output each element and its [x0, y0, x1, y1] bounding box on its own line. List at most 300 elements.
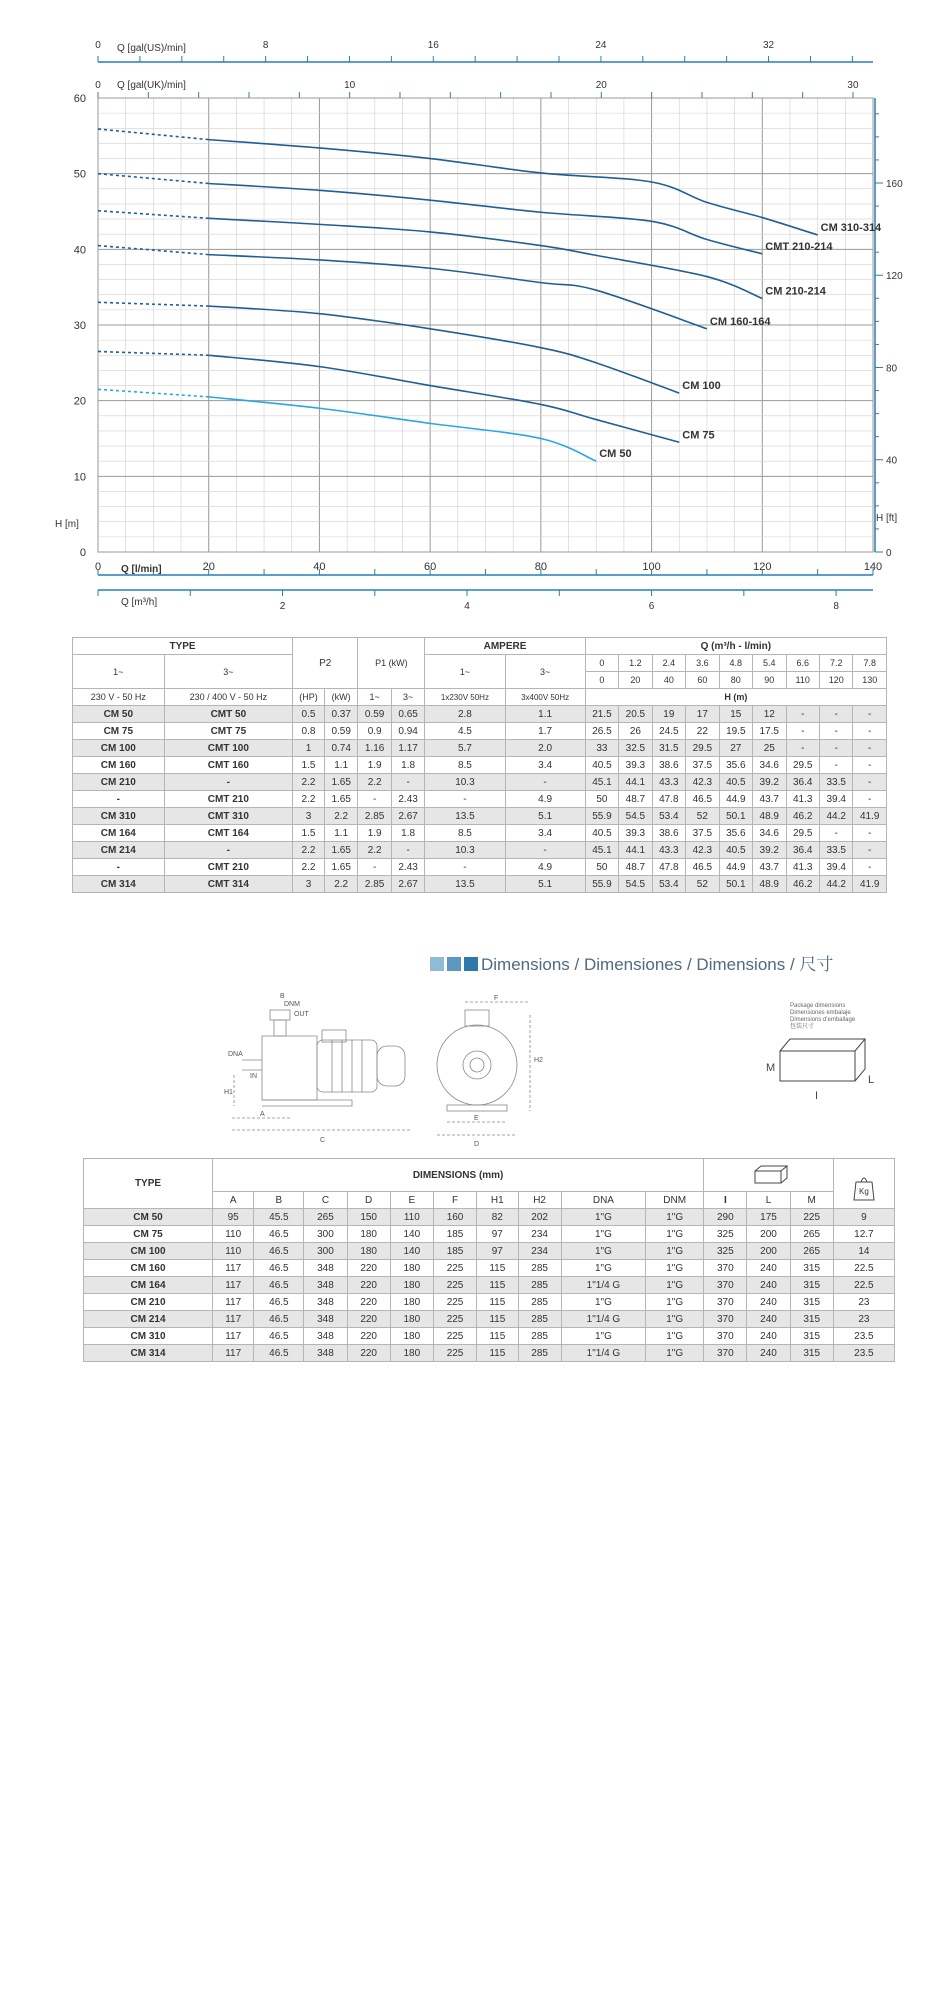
type-cell: CMT 160	[164, 757, 292, 774]
table-cell: 12	[753, 706, 786, 723]
table-cell: 225	[433, 1328, 476, 1345]
performance-table	[72, 637, 887, 893]
table-cell: 29.5	[686, 740, 719, 757]
table-cell: 50.1	[719, 876, 752, 893]
pkg-column-header: I	[704, 1192, 747, 1209]
q-lmin-cell: 0	[585, 672, 618, 689]
amp3-header: 3~	[505, 655, 585, 689]
table-cell: 285	[518, 1328, 561, 1345]
table-cell: 22	[686, 723, 719, 740]
table-cell: 300	[304, 1226, 347, 1243]
table-cell: 370	[704, 1260, 747, 1277]
p1-3-header: 3~	[391, 689, 424, 706]
table-cell: -	[391, 842, 424, 859]
table-cell: 1"G	[646, 1328, 704, 1345]
table-cell: 1"G	[646, 1294, 704, 1311]
p1-1-header: 1~	[358, 689, 391, 706]
x-tick-label: 140	[863, 561, 883, 573]
table-cell: 2.2	[358, 774, 391, 791]
table-cell: 41.9	[853, 876, 887, 893]
table-cell: 0.65	[391, 706, 424, 723]
table-cell: -	[786, 740, 819, 757]
dimensions-table	[83, 1158, 895, 1362]
table-cell: 29.5	[786, 825, 819, 842]
table-row	[73, 723, 887, 740]
table-cell: 4.9	[505, 859, 585, 876]
label-f: F	[494, 995, 499, 1002]
table-cell: 1.1	[324, 825, 357, 842]
y-tick-label: 20	[73, 395, 86, 408]
table-cell: 220	[347, 1260, 390, 1277]
label-h2: H2	[534, 1057, 543, 1064]
table-cell: 38.6	[652, 757, 685, 774]
x-axis-label: Q [l/min]	[121, 564, 162, 575]
table-cell: 46.2	[786, 808, 819, 825]
package-label-es: Dimensiones embalaje	[790, 1010, 851, 1016]
q-m3h-cell: 3.6	[686, 655, 719, 672]
table-cell: 265	[790, 1243, 833, 1260]
y-right-tick-label: 0	[886, 548, 892, 559]
type-cell: CM 100	[73, 740, 165, 757]
table-cell: 2.2	[293, 842, 325, 859]
package-label-en: Package dimensions	[790, 1003, 846, 1009]
table-cell: 46.5	[254, 1226, 304, 1243]
table-cell: 2.67	[391, 876, 424, 893]
outlet-flange	[274, 1020, 286, 1036]
table-cell: 117	[213, 1328, 254, 1345]
table-cell: 1"G	[646, 1209, 704, 1226]
table-cell: 13.5	[425, 808, 505, 825]
table-cell: 39.4	[819, 791, 852, 808]
top-uk-tick-label: 20	[595, 80, 607, 91]
table-cell: 54.5	[619, 808, 652, 825]
table-cell: -	[819, 723, 852, 740]
pkg-column-header: L	[747, 1192, 790, 1209]
table-cell: 185	[433, 1243, 476, 1260]
pump-technical-drawings	[222, 990, 582, 1150]
table-cell: 2.2	[293, 791, 325, 808]
pump-inlet-inner	[470, 1058, 484, 1072]
table-cell: 1.7	[505, 723, 585, 740]
series-label: CM 50	[599, 448, 632, 461]
table-cell: 55.9	[585, 808, 618, 825]
table-cell: 46.5	[254, 1260, 304, 1277]
type-cell: CM 100	[84, 1243, 213, 1260]
table-cell: 45.1	[585, 842, 618, 859]
table-cell: -	[853, 774, 887, 791]
table-cell: 35.6	[719, 757, 752, 774]
phase1-header: 1~	[73, 655, 165, 689]
dim-column-header: A	[213, 1192, 254, 1209]
table-cell: -	[819, 706, 852, 723]
table-cell: 1"G	[646, 1311, 704, 1328]
type-cell: CMT 310	[164, 808, 292, 825]
table-cell: 160	[433, 1209, 476, 1226]
table-cell: 1"G	[646, 1243, 704, 1260]
table-cell: 22.5	[833, 1260, 894, 1277]
bottom-m3h-tick-label: 4	[464, 601, 470, 610]
table-cell: 33.5	[819, 842, 852, 859]
table-cell: 47.8	[652, 791, 685, 808]
table-cell: 82	[477, 1209, 518, 1226]
table-cell: 285	[518, 1260, 561, 1277]
type-cell: CM 75	[84, 1226, 213, 1243]
table-cell: 52	[686, 876, 719, 893]
table-cell: 1"G	[646, 1277, 704, 1294]
x-tick-label: 60	[424, 561, 437, 573]
package-l-label: L	[868, 1074, 875, 1086]
type-cell: CM 214	[84, 1311, 213, 1328]
table-cell: 115	[477, 1294, 518, 1311]
table-cell: -	[819, 740, 852, 757]
dimensions-title: Dimensions / Dimensiones / Dimensions / 尺寸	[481, 955, 834, 974]
table-cell: 32.5	[619, 740, 652, 757]
table-cell: 27	[719, 740, 752, 757]
table-cell: 234	[518, 1243, 561, 1260]
p2-kw-header: (kW)	[324, 689, 357, 706]
table-cell: 315	[790, 1328, 833, 1345]
table-cell: 48.9	[753, 876, 786, 893]
table-cell: 31.5	[652, 740, 685, 757]
table-cell: 3.4	[505, 825, 585, 842]
dim-column-header: C	[304, 1192, 347, 1209]
table-cell: 23.5	[833, 1328, 894, 1345]
table-cell: -	[786, 706, 819, 723]
table-cell: 20.5	[619, 706, 652, 723]
table-cell: 1.1	[505, 706, 585, 723]
y-tick-label: 10	[73, 471, 86, 484]
table-cell: 225	[433, 1345, 476, 1362]
amp3-volt-header: 3x400V 50Hz	[505, 689, 585, 706]
top-us-tick-label: 16	[427, 40, 439, 51]
q-lmin-cell: 90	[753, 672, 786, 689]
table-cell: -	[425, 859, 505, 876]
bottom-m3h-tick-label: 6	[648, 601, 655, 610]
table-cell: 40.5	[585, 825, 618, 842]
table-cell: 115	[477, 1260, 518, 1277]
x-tick-label: 80	[534, 561, 547, 573]
top-axis-us-label: Q [gal(US)/min]	[117, 43, 186, 54]
package-icon-header	[704, 1159, 834, 1192]
q-lmin-cell: 80	[719, 672, 752, 689]
table-cell: 47.8	[652, 859, 685, 876]
table-cell: 43.7	[753, 791, 786, 808]
table-cell: 1.65	[324, 774, 357, 791]
table-cell: 4.5	[425, 723, 505, 740]
q-lmin-cell: 110	[786, 672, 819, 689]
y-right-tick-label: 120	[886, 271, 903, 283]
top-us-tick-label: 0	[95, 40, 101, 51]
label-b: B	[280, 993, 285, 1000]
series-label: CM 210-214	[765, 285, 826, 298]
table-cell: 25	[753, 740, 786, 757]
table-cell: 44.1	[619, 774, 652, 791]
table-cell: 117	[213, 1345, 254, 1362]
x-tick-label: 0	[94, 561, 102, 573]
dim-column-header: H1	[477, 1192, 518, 1209]
y-tick-label: 50	[73, 168, 86, 181]
table-cell: 54.5	[619, 876, 652, 893]
table-cell: 46.2	[786, 876, 819, 893]
q-m3h-cell: 7.2	[819, 655, 852, 672]
table-cell: 3.4	[505, 757, 585, 774]
box-front	[780, 1051, 855, 1081]
package-label-fr: Dimensions d'emballage	[790, 1017, 856, 1023]
table-cell: 1"G	[561, 1328, 645, 1345]
table-cell: 315	[790, 1345, 833, 1362]
y-right-tick-label: 160	[886, 178, 903, 190]
table-cell: 40.5	[719, 842, 752, 859]
table-cell: 348	[304, 1345, 347, 1362]
table-cell: 180	[390, 1294, 433, 1311]
type-cell: CM 210	[84, 1294, 213, 1311]
table-cell: 8.5	[425, 825, 505, 842]
type-cell: CM 160	[84, 1260, 213, 1277]
volt1-header: 230 V - 50 Hz	[73, 689, 165, 706]
table-cell: 180	[390, 1260, 433, 1277]
type-cell: CM 75	[73, 723, 165, 740]
table-cell: 348	[304, 1260, 347, 1277]
dim-column-header: B	[254, 1192, 304, 1209]
table-cell: 40.5	[719, 774, 752, 791]
table-cell: 1"G	[646, 1226, 704, 1243]
table-cell: 22.5	[833, 1277, 894, 1294]
pump-inlet-circle	[463, 1051, 491, 1079]
table-cell: 1"G	[646, 1260, 704, 1277]
table-cell: 1"1/4 G	[561, 1345, 645, 1362]
table-cell: 220	[347, 1294, 390, 1311]
label-e: E	[474, 1115, 479, 1122]
table-cell: 240	[747, 1277, 790, 1294]
header-square-2	[447, 957, 461, 971]
weight-header	[833, 1159, 894, 1209]
x-tick-label: 40	[313, 561, 326, 573]
table-cell: 19	[652, 706, 685, 723]
y-right-axis-label: H [ft]	[876, 513, 898, 524]
table-cell: 29.5	[786, 757, 819, 774]
table-cell: 53.4	[652, 876, 685, 893]
y-right-tick-label: 80	[886, 363, 898, 375]
table-row	[73, 774, 887, 791]
table-cell: 225	[790, 1209, 833, 1226]
table-row	[84, 1226, 895, 1243]
type-header: TYPE	[73, 638, 293, 655]
table-cell: 0.8	[293, 723, 325, 740]
table-cell: 0.74	[324, 740, 357, 757]
table-cell: 19.5	[719, 723, 752, 740]
dimensions-table-body	[84, 1209, 895, 1362]
table-cell: 10.3	[425, 842, 505, 859]
table-row	[84, 1328, 895, 1345]
table-cell: 97	[477, 1243, 518, 1260]
table-cell: 1.9	[358, 825, 391, 842]
pkg-column-header: M	[790, 1192, 833, 1209]
table-cell: 41.3	[786, 791, 819, 808]
table-cell: 41.3	[786, 859, 819, 876]
bottom-m3h-tick-label: 8	[833, 601, 839, 610]
table-cell: 180	[347, 1226, 390, 1243]
table-cell: 1"G	[561, 1226, 645, 1243]
label-dna: DNA	[228, 1051, 243, 1058]
label-out: OUT	[294, 1011, 309, 1018]
table-cell: 315	[790, 1277, 833, 1294]
q-m3h-cell: 1.2	[619, 655, 652, 672]
table-cell: 1.16	[358, 740, 391, 757]
table-cell: 38.6	[652, 825, 685, 842]
table-cell: 315	[790, 1311, 833, 1328]
table-cell: 0.59	[358, 706, 391, 723]
series-label: CM 75	[682, 429, 715, 442]
pump-front-view	[437, 1002, 530, 1135]
pump-front-casing	[437, 1025, 517, 1105]
front-outlet-port	[465, 1010, 489, 1026]
table-cell: 0.37	[324, 706, 357, 723]
table-cell: 35.6	[719, 825, 752, 842]
table-cell: 202	[518, 1209, 561, 1226]
table-cell: 46.5	[254, 1345, 304, 1362]
table-cell: 44.2	[819, 876, 852, 893]
table-row	[84, 1243, 895, 1260]
h-label: H (m)	[585, 689, 886, 706]
table-cell: 1.9	[358, 757, 391, 774]
table-row	[84, 1345, 895, 1362]
table-cell: 285	[518, 1311, 561, 1328]
table-cell: 1	[293, 740, 325, 757]
box-icon	[747, 1163, 791, 1185]
table-cell: 36.4	[786, 842, 819, 859]
table-cell: -	[505, 774, 585, 791]
table-cell: 185	[433, 1226, 476, 1243]
x-tick-label: 20	[202, 561, 215, 573]
series-label: CMT 210-214	[765, 240, 833, 253]
table-cell: 39.2	[753, 774, 786, 791]
motor-housing	[317, 1040, 377, 1092]
table-cell: 265	[304, 1209, 347, 1226]
type-cell: CM 310	[73, 808, 165, 825]
table-cell: 48.7	[619, 791, 652, 808]
table-cell: 5.7	[425, 740, 505, 757]
phase3-header: 3~	[164, 655, 292, 689]
table-cell: 285	[518, 1345, 561, 1362]
table-cell: -	[853, 740, 887, 757]
table-cell: 1"G	[646, 1345, 704, 1362]
table-cell: 234	[518, 1226, 561, 1243]
q-m3h-cell: 0	[585, 655, 618, 672]
table-cell: 1.65	[324, 859, 357, 876]
top-us-tick-label: 32	[762, 40, 775, 51]
table-cell: 40.5	[585, 757, 618, 774]
table-cell: 110	[213, 1243, 254, 1260]
table-cell: 1.65	[324, 842, 357, 859]
table-cell: 348	[304, 1328, 347, 1345]
table-cell: 200	[747, 1226, 790, 1243]
table-cell: 2.2	[324, 876, 357, 893]
table-cell: -	[853, 791, 887, 808]
type-cell: -	[164, 842, 292, 859]
table-cell: 39.3	[619, 825, 652, 842]
q-lmin-cell: 20	[619, 672, 652, 689]
table-cell: 2.2	[358, 842, 391, 859]
table-cell: 45.1	[585, 774, 618, 791]
table-cell: 17	[686, 706, 719, 723]
table-cell: 140	[390, 1226, 433, 1243]
package-i-label: I	[815, 1090, 819, 1102]
table-cell: 2.2	[293, 774, 325, 791]
p2-header: P2	[293, 638, 358, 689]
table-cell: 44.9	[719, 791, 752, 808]
table-cell: 46.5	[254, 1328, 304, 1345]
type-cell: CMT 314	[164, 876, 292, 893]
table-cell: 370	[704, 1345, 747, 1362]
table-cell: 1.5	[293, 757, 325, 774]
table-cell: 43.3	[652, 842, 685, 859]
table-cell: 12.7	[833, 1226, 894, 1243]
box-top	[780, 1039, 865, 1051]
table-cell: 117	[213, 1294, 254, 1311]
table-cell: -	[853, 723, 887, 740]
table-cell: 315	[790, 1294, 833, 1311]
table-cell: 0.9	[358, 723, 391, 740]
top-us-tick-label: 24	[595, 40, 607, 51]
table-cell: 325	[704, 1243, 747, 1260]
table-cell: 1"G	[561, 1294, 645, 1311]
outlet-port	[270, 1010, 290, 1020]
table-cell: 315	[790, 1260, 833, 1277]
table-cell: 240	[747, 1345, 790, 1362]
q-m3h-cell: 2.4	[652, 655, 685, 672]
table-cell: 220	[347, 1345, 390, 1362]
table-cell: -	[819, 825, 852, 842]
q-m3h-cell: 5.4	[753, 655, 786, 672]
dimension-lines-e-d	[437, 1122, 517, 1135]
table-cell: 0.94	[391, 723, 424, 740]
package-label-zh: 包装尺寸	[790, 1024, 815, 1030]
q-m3h-cell: 7.8	[853, 655, 887, 672]
table-cell: 150	[347, 1209, 390, 1226]
bottom-m3h-tick-label: 2	[279, 601, 286, 610]
table-cell: 1"G	[561, 1209, 645, 1226]
table-cell: -	[819, 757, 852, 774]
table-cell: 290	[704, 1209, 747, 1226]
table-row	[73, 757, 887, 774]
table-cell: 48.9	[753, 808, 786, 825]
table-cell: 180	[390, 1277, 433, 1294]
table-cell: 220	[347, 1277, 390, 1294]
table-cell: 26.5	[585, 723, 618, 740]
y-right-tick-label: 40	[886, 455, 898, 467]
type-cell: CM 50	[73, 706, 165, 723]
table-cell: 325	[704, 1226, 747, 1243]
motor-fins	[332, 1040, 362, 1092]
table-cell: 110	[213, 1226, 254, 1243]
table-cell: 240	[747, 1311, 790, 1328]
type-cell: CM 314	[84, 1345, 213, 1362]
table-cell: 15	[719, 706, 752, 723]
type-cell: CM 310	[84, 1328, 213, 1345]
table-cell: 3	[293, 876, 325, 893]
inlet-port	[242, 1060, 262, 1070]
amp1-header: 1~	[425, 655, 505, 689]
table-cell: 24.5	[652, 723, 685, 740]
type-cell: CMT 100	[164, 740, 292, 757]
label-c: C	[320, 1137, 326, 1144]
table-cell: 348	[304, 1294, 347, 1311]
package-box-icon	[760, 1031, 880, 1111]
table-cell: 33.5	[819, 774, 852, 791]
table-cell: 1.5	[293, 825, 325, 842]
dim-column-header: DNM	[646, 1192, 704, 1209]
table-cell: 0.59	[324, 723, 357, 740]
